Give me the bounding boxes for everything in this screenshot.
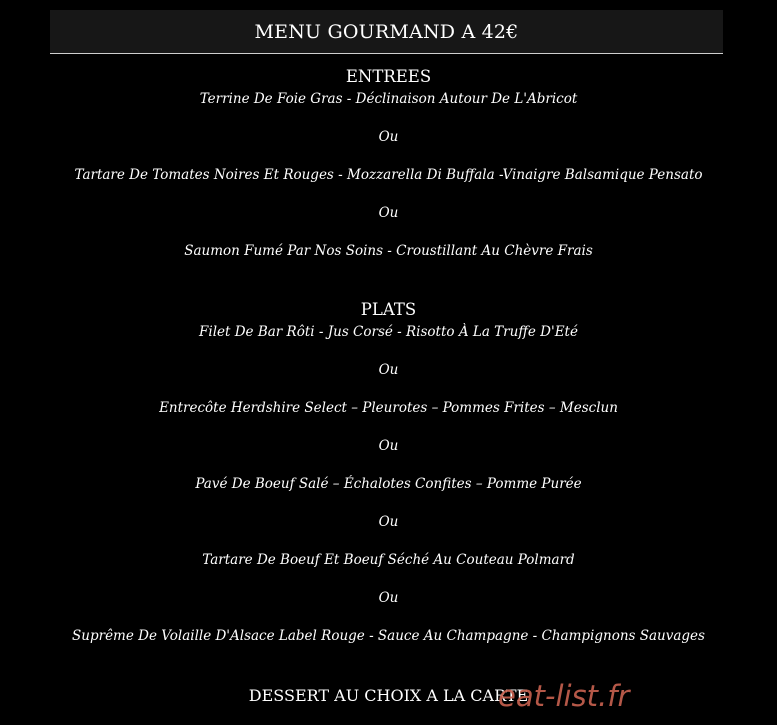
plats-item-2: Entrecôte Herdshire Select – Pleurotes – Pommes Frites – Mesclun [159, 400, 618, 416]
entrees-title: ENTREES [345, 67, 432, 86]
plats-separator-4: Ou [378, 590, 399, 606]
plats-separator-1: Ou [378, 362, 399, 378]
plats-item-1: Filet De Bar Rôti - Jus Corsé - Risotto À La Truffe D'Eté [199, 324, 578, 340]
entrees-separator-2: Ou [378, 205, 399, 221]
entrees-item-2: Tartare De Tomates Noires Et Rouges - Mozzarella Di Buffala -Vinaigre Balsamique Pensato [74, 167, 703, 183]
plats-item-4: Tartare De Boeuf Et Boeuf Séché Au Couteau Polmard [202, 552, 575, 568]
plats-item-5: Suprême De Volaille D'Alsace Label Rouge - Sauce Au Champagne - Champignons Sauvages [72, 628, 705, 644]
plats-separator-2: Ou [378, 438, 399, 454]
plats-item-3: Pavé De Boeuf Salé – Échalotes Confites – Pomme Purée [195, 476, 582, 492]
plats-separator-3: Ou [378, 514, 399, 530]
entrees-separator-1: Ou [378, 129, 399, 145]
menu-header [50, 10, 723, 54]
entrees-item-3: Saumon Fumé Par Nos Soins - Croustillant Au Chèvre Frais [184, 243, 593, 259]
plats-title: PLATS [360, 300, 417, 319]
entrees-item-1: Terrine De Foie Gras - Déclinaison Autour De L'Abricot [199, 91, 578, 107]
watermark-logo: eat-list.fr [498, 679, 630, 713]
dessert-line: DESSERT AU CHOIX A LA CARTE [248, 686, 529, 705]
menu-title: MENU GOURMAND A 42€ [254, 20, 519, 43]
